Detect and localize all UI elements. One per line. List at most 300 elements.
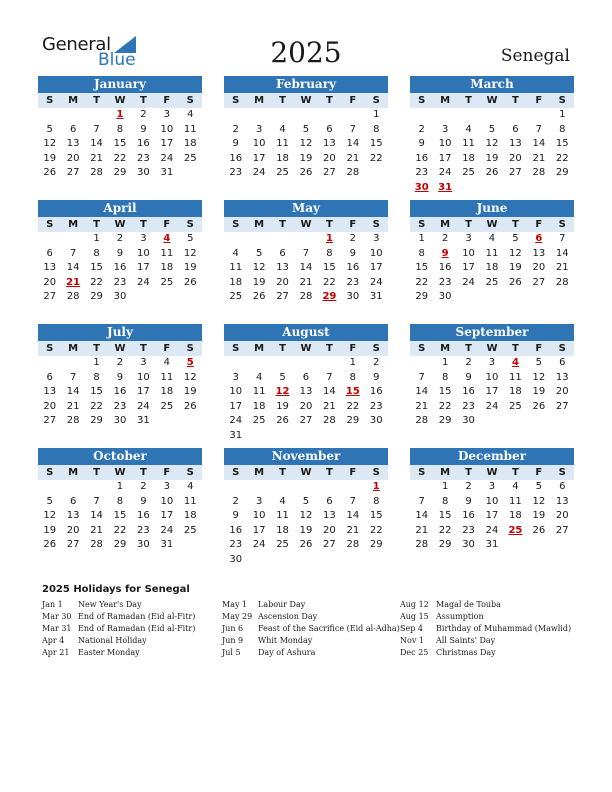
weekday-label: M <box>247 341 270 356</box>
day-cell: 20 <box>276 276 289 288</box>
holiday-name: New Year's Day <box>78 600 142 609</box>
day-cell: 23 <box>137 524 150 536</box>
holiday-row <box>42 611 222 623</box>
day-cell: 12 <box>299 510 313 522</box>
month-header: August <box>224 324 388 341</box>
day-cell: 4 <box>279 495 286 507</box>
day-cell: 29 <box>346 415 360 427</box>
weekday-label: M <box>433 341 456 356</box>
day-cell: 7 <box>69 247 77 259</box>
day-cell: 12 <box>252 262 266 274</box>
day-cell: 11 <box>160 371 174 383</box>
day-cell: 23 <box>415 167 429 179</box>
weekday-label: S <box>410 341 433 356</box>
day-cell: 23 <box>346 276 360 288</box>
day-cell: 28 <box>532 167 546 179</box>
day-cell: 24 <box>462 276 475 288</box>
day-cell: 9 <box>465 495 472 507</box>
day-cell: 8 <box>373 495 380 507</box>
day-cell: 25 <box>276 539 289 551</box>
holiday-day-cell: 15 <box>345 386 360 398</box>
day-cell: 7 <box>349 123 357 135</box>
weekday-label: F <box>341 341 364 356</box>
holiday-day-cell: 21 <box>66 276 81 288</box>
holiday-day-cell: 4 <box>163 233 171 244</box>
day-cell: 13 <box>43 262 57 274</box>
day-cell: 21 <box>323 400 336 412</box>
holiday-row <box>222 647 402 659</box>
day-cell: 27 <box>323 539 336 551</box>
day-cell: 10 <box>137 371 150 383</box>
holiday-day-cell: 25 <box>508 524 523 536</box>
empty-day-cell <box>38 356 61 371</box>
day-cell: 4 <box>255 371 263 383</box>
day-cell: 13 <box>43 386 57 398</box>
day-cell: 11 <box>509 371 522 383</box>
holiday-name: Whit Monday <box>258 636 313 645</box>
country-label: Senegal <box>500 46 570 66</box>
empty-day-cell <box>247 356 270 371</box>
day-cell: 14 <box>323 386 336 398</box>
day-cell: 2 <box>349 233 357 244</box>
weekday-label: T <box>271 465 294 480</box>
day-cell: 28 <box>66 415 80 427</box>
day-cell: 23 <box>438 276 452 288</box>
day-cell: 23 <box>229 167 243 179</box>
day-cell: 15 <box>438 386 452 398</box>
day-cell: 2 <box>140 481 147 492</box>
day-cell: 19 <box>183 262 197 274</box>
day-cell: 24 <box>137 400 150 412</box>
day-cell: 11 <box>509 495 522 507</box>
day-cell: 10 <box>160 123 174 135</box>
weekday-label: W <box>108 465 131 480</box>
weekday-label: S <box>551 93 574 108</box>
empty-day-cell <box>294 480 317 495</box>
day-cell: 4 <box>232 247 239 259</box>
day-cell: 3 <box>255 495 263 507</box>
day-cell: 18 <box>160 386 174 398</box>
holiday-day-cell: 30 <box>414 181 429 193</box>
holiday-name: All Saints' Day <box>436 636 496 645</box>
day-cell: 18 <box>276 524 289 536</box>
day-cell: 12 <box>183 371 197 383</box>
day-cell: 2 <box>441 233 449 244</box>
day-cell: 28 <box>90 539 103 551</box>
weekday-label: W <box>480 341 503 356</box>
day-cell: 23 <box>113 276 127 288</box>
holiday-name: End of Ramadan (Eid al-Fitr) <box>78 612 196 621</box>
holiday-day-cell: 31 <box>438 181 453 193</box>
weekday-label: F <box>527 341 550 356</box>
day-cell: 22 <box>323 276 336 288</box>
empty-day-cell <box>294 356 317 371</box>
empty-day-cell <box>527 108 550 123</box>
day-cell: 16 <box>462 510 475 522</box>
day-cell: 6 <box>326 123 333 135</box>
day-cell: 20 <box>66 152 80 164</box>
day-cell: 14 <box>66 262 80 274</box>
day-cell: 18 <box>276 152 289 164</box>
day-cell: 17 <box>462 262 475 274</box>
day-cell: 7 <box>418 495 425 507</box>
day-cell: 16 <box>229 524 243 536</box>
day-cell: 15 <box>555 138 569 150</box>
month-march <box>410 76 574 196</box>
day-cell: 22 <box>438 524 452 536</box>
day-cell: 10 <box>137 247 150 259</box>
day-cell: 25 <box>183 524 197 536</box>
day-cell: 2 <box>232 495 239 507</box>
day-cell: 13 <box>323 138 336 150</box>
day-cell: 16 <box>113 262 127 274</box>
day-cell: 5 <box>187 233 194 244</box>
day-cell: 27 <box>323 167 336 179</box>
day-cell: 22 <box>555 152 569 164</box>
day-cell: 19 <box>299 524 313 536</box>
empty-day-cell <box>61 356 84 371</box>
holiday-date: Sep 4 <box>400 624 423 633</box>
empty-day-cell <box>247 108 270 123</box>
holiday-row <box>400 635 580 647</box>
holiday-column <box>222 599 402 659</box>
weekday-label: F <box>341 93 364 108</box>
month-header: March <box>410 76 574 93</box>
day-cell: 14 <box>415 510 429 522</box>
weekday-label: F <box>155 341 178 356</box>
day-cell: 20 <box>43 276 57 288</box>
empty-day-cell <box>410 108 433 123</box>
day-cell: 24 <box>160 152 174 164</box>
holiday-column <box>400 599 580 659</box>
day-cell: 8 <box>441 495 449 507</box>
day-cell: 26 <box>509 276 522 288</box>
day-cell: 12 <box>43 510 57 522</box>
day-cell: 17 <box>485 386 499 398</box>
weekday-label: S <box>179 341 202 356</box>
weekday-label: T <box>271 93 294 108</box>
day-cell: 17 <box>160 138 174 150</box>
day-cell: 28 <box>346 167 360 179</box>
day-cell: 12 <box>43 138 57 150</box>
day-cell: 25 <box>509 400 522 412</box>
holiday-row <box>222 599 402 611</box>
weekday-label: F <box>527 217 550 232</box>
holiday-name: Easter Monday <box>78 648 140 657</box>
holiday-row <box>400 599 580 611</box>
day-cell: 11 <box>276 138 289 150</box>
day-cell: 6 <box>279 247 286 259</box>
day-cell: 9 <box>232 138 239 150</box>
day-cell: 1 <box>93 357 100 368</box>
day-cell: 21 <box>532 152 546 164</box>
day-cell: 12 <box>183 247 197 259</box>
day-cell: 14 <box>90 510 103 522</box>
day-cell: 24 <box>438 167 452 179</box>
day-cell: 2 <box>465 357 472 368</box>
day-cell: 16 <box>462 386 475 398</box>
holiday-day-cell: 29 <box>322 291 337 303</box>
day-cell: 15 <box>415 262 429 274</box>
day-cell: 29 <box>555 167 569 179</box>
day-cell: 13 <box>555 495 569 507</box>
day-cell: 10 <box>485 371 499 383</box>
day-cell: 15 <box>90 386 103 398</box>
day-cell: 15 <box>113 510 127 522</box>
day-cell: 27 <box>555 400 569 412</box>
weekday-label: S <box>365 465 388 480</box>
day-cell: 4 <box>488 233 496 244</box>
day-cell: 4 <box>187 481 194 492</box>
day-cell: 11 <box>160 247 174 259</box>
empty-day-cell <box>318 356 341 371</box>
day-cell: 11 <box>183 495 197 507</box>
day-cell: 12 <box>532 495 546 507</box>
weekday-label: S <box>365 93 388 108</box>
month-header: February <box>224 76 388 93</box>
weekday-label: W <box>294 341 317 356</box>
day-cell: 21 <box>66 400 80 412</box>
day-cell: 5 <box>302 123 310 135</box>
holiday-row <box>42 647 222 659</box>
day-cell: 6 <box>512 123 519 135</box>
day-cell: 9 <box>373 371 380 383</box>
day-cell: 24 <box>160 524 174 536</box>
day-cell: 26 <box>43 167 57 179</box>
day-cell: 2 <box>373 357 380 368</box>
day-cell: 17 <box>252 524 266 536</box>
day-cell: 21 <box>415 400 429 412</box>
empty-day-cell <box>433 108 456 123</box>
day-cell: 4 <box>279 123 286 135</box>
holiday-date: Jul 5 <box>222 648 241 657</box>
day-cell: 11 <box>229 262 243 274</box>
day-cell: 9 <box>418 138 425 150</box>
weekday-label: W <box>108 341 131 356</box>
day-cell: 15 <box>113 138 127 150</box>
day-cell: 9 <box>465 371 472 383</box>
day-cell: 17 <box>485 510 499 522</box>
holiday-date: Aug 12 <box>400 600 429 609</box>
day-cell: 18 <box>252 400 266 412</box>
day-cell: 20 <box>323 524 336 536</box>
day-cell: 17 <box>438 152 452 164</box>
weekday-label: S <box>410 465 433 480</box>
empty-day-cell <box>38 108 61 123</box>
day-cell: 15 <box>438 510 452 522</box>
day-cell: 26 <box>532 400 546 412</box>
day-cell: 6 <box>326 495 333 507</box>
day-cell: 22 <box>90 276 103 288</box>
day-cell: 28 <box>415 539 429 551</box>
day-cell: 20 <box>555 510 569 522</box>
day-cell: 22 <box>369 524 383 536</box>
day-cell: 7 <box>559 233 566 244</box>
day-cell: 27 <box>43 415 57 427</box>
empty-day-cell <box>38 232 61 247</box>
weekday-label: T <box>457 217 480 232</box>
day-cell: 21 <box>346 524 360 536</box>
weekday-label: T <box>271 217 294 232</box>
day-cell: 16 <box>369 386 383 398</box>
day-cell: 23 <box>369 400 383 412</box>
day-cell: 14 <box>346 510 360 522</box>
day-cell: 14 <box>90 138 103 150</box>
holiday-day-cell: 1 <box>325 233 333 244</box>
weekday-label: S <box>224 93 247 108</box>
holiday-date: May 1 <box>222 600 248 609</box>
day-cell: 17 <box>137 262 150 274</box>
day-cell: 13 <box>532 247 546 259</box>
day-cell: 29 <box>369 539 383 551</box>
day-cell: 16 <box>229 152 243 164</box>
weekday-label: M <box>247 217 270 232</box>
day-cell: 6 <box>69 123 77 135</box>
day-cell: 8 <box>116 495 124 507</box>
empty-day-cell <box>341 108 364 123</box>
day-cell: 16 <box>137 510 150 522</box>
brand-general-text: General <box>42 34 111 55</box>
day-cell: 22 <box>113 524 127 536</box>
holiday-day-cell: 12 <box>275 386 290 398</box>
empty-day-cell <box>410 356 433 371</box>
weekday-label: T <box>457 93 480 108</box>
weekday-label: S <box>410 217 433 232</box>
day-cell: 11 <box>183 123 197 135</box>
day-cell: 17 <box>229 400 243 412</box>
day-cell: 2 <box>140 109 147 120</box>
holiday-row <box>400 623 580 635</box>
month-header: January <box>38 76 202 93</box>
day-cell: 18 <box>462 152 475 164</box>
day-cell: 24 <box>252 167 266 179</box>
holidays-title: 2025 Holidays for Senegal <box>42 584 190 595</box>
empty-day-cell <box>318 108 341 123</box>
day-cell: 7 <box>418 371 425 383</box>
holiday-date: Mar 30 <box>42 612 72 621</box>
day-cell: 21 <box>90 524 103 536</box>
day-cell: 27 <box>43 291 57 303</box>
day-cell: 30 <box>137 167 150 179</box>
day-cell: 26 <box>299 167 313 179</box>
empty-day-cell <box>61 108 84 123</box>
weekday-label: M <box>433 217 456 232</box>
day-cell: 26 <box>276 415 289 427</box>
month-april <box>38 200 202 305</box>
holiday-day-cell: 1 <box>116 109 124 120</box>
weekday-label: S <box>365 341 388 356</box>
day-cell: 20 <box>323 152 336 164</box>
day-cell: 19 <box>183 386 197 398</box>
day-cell: 8 <box>326 247 333 259</box>
day-cell: 25 <box>160 276 174 288</box>
day-cell: 27 <box>299 415 313 427</box>
day-cell: 7 <box>93 123 100 135</box>
day-cell: 16 <box>113 386 127 398</box>
day-cell: 8 <box>441 371 449 383</box>
weekday-label: M <box>61 93 84 108</box>
empty-day-cell <box>61 480 84 495</box>
day-cell: 16 <box>415 152 429 164</box>
day-cell: 26 <box>252 291 266 303</box>
weekday-label: T <box>132 93 155 108</box>
weekday-label: W <box>294 217 317 232</box>
holiday-row <box>222 611 402 623</box>
day-cell: 9 <box>349 247 357 259</box>
day-cell: 19 <box>509 262 522 274</box>
weekday-label: T <box>504 341 527 356</box>
day-cell: 9 <box>140 123 147 135</box>
day-cell: 8 <box>93 247 100 259</box>
holiday-date: Nov 1 <box>400 636 424 645</box>
weekday-label: M <box>61 341 84 356</box>
empty-day-cell <box>271 108 294 123</box>
weekday-label: W <box>480 93 503 108</box>
day-cell: 18 <box>229 276 243 288</box>
day-cell: 3 <box>232 371 239 383</box>
day-cell: 9 <box>140 495 147 507</box>
day-cell: 23 <box>462 400 475 412</box>
month-july <box>38 324 202 429</box>
day-cell: 8 <box>418 247 425 259</box>
holiday-name: End of Ramadan (Eid al-Fitr) <box>78 624 196 633</box>
day-cell: 28 <box>415 415 429 427</box>
day-cell: 6 <box>69 495 77 507</box>
weekday-label: T <box>457 465 480 480</box>
day-cell: 5 <box>488 123 496 135</box>
day-cell: 29 <box>438 415 452 427</box>
day-cell: 30 <box>462 415 475 427</box>
day-cell: 5 <box>279 371 286 383</box>
day-cell: 3 <box>163 481 171 492</box>
empty-day-cell <box>410 480 433 495</box>
holiday-day-cell: 1 <box>372 481 380 492</box>
day-cell: 21 <box>415 524 429 536</box>
month-header: November <box>224 448 388 465</box>
day-cell: 17 <box>160 510 174 522</box>
weekday-label: F <box>155 217 178 232</box>
month-header: July <box>38 324 202 341</box>
day-cell: 28 <box>555 276 569 288</box>
day-cell: 16 <box>346 262 360 274</box>
weekday-label: T <box>504 93 527 108</box>
day-cell: 25 <box>229 291 243 303</box>
holiday-name: Assumption <box>436 612 484 621</box>
day-cell: 19 <box>43 152 57 164</box>
weekday-label: T <box>457 341 480 356</box>
day-cell: 10 <box>252 138 266 150</box>
weekday-label: S <box>179 217 202 232</box>
day-cell: 1 <box>373 109 380 120</box>
day-cell: 29 <box>113 167 127 179</box>
day-cell: 18 <box>183 510 197 522</box>
day-cell: 24 <box>137 276 150 288</box>
day-cell: 18 <box>160 262 174 274</box>
day-cell: 19 <box>43 524 57 536</box>
month-header: October <box>38 448 202 465</box>
day-cell: 22 <box>438 400 452 412</box>
day-cell: 23 <box>113 400 127 412</box>
day-cell: 8 <box>93 371 100 383</box>
weekday-label: S <box>38 341 61 356</box>
empty-day-cell <box>294 232 317 247</box>
day-cell: 29 <box>415 291 429 303</box>
empty-day-cell <box>271 480 294 495</box>
weekday-label: W <box>108 217 131 232</box>
day-cell: 7 <box>349 495 357 507</box>
day-cell: 7 <box>535 123 543 135</box>
day-cell: 27 <box>532 276 546 288</box>
